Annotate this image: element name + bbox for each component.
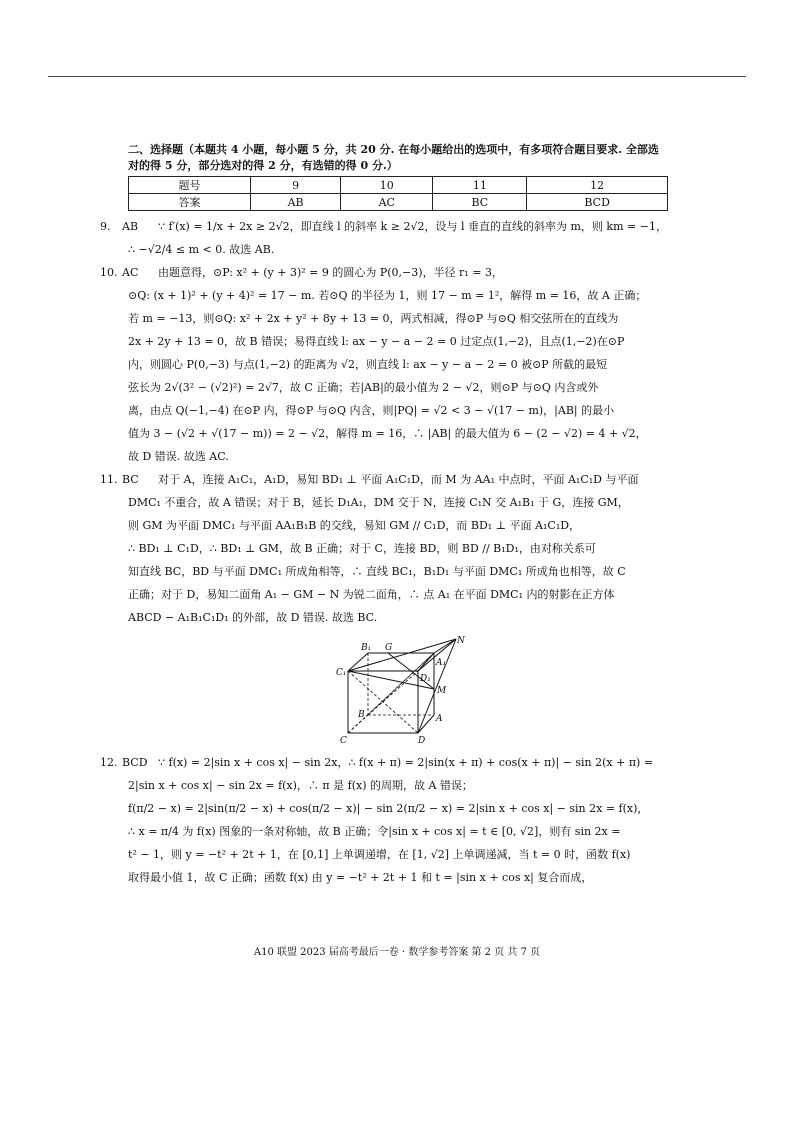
label-C: C [340, 736, 347, 746]
question-answer: BC [122, 473, 139, 486]
q10-line: 2x + 2y + 13 = 0，故 B 错误；易得直线 l: ax − y − a − 2 = 0 过定点(1,−2)，且点(1,−2)在⊙P [128, 335, 625, 348]
table-cell: 11 [433, 177, 527, 194]
label-M: M [437, 686, 447, 696]
table-row [129, 194, 668, 211]
q11-line: 则 GM 为平面 DMC₁ 与平面 AA₁B₁B 的交线，易知 GM // C₁D，而 BD₁ ⊥ 平面 A₁C₁D， [128, 519, 581, 532]
q12-line: ∴ x = π/4 为 f(x) 图象的一条对称轴，故 B 正确；令|sin x + cos x| = t ∈ [0, √2]，则有 sin 2x = [128, 825, 621, 838]
section-title: 二、选择题（本题共 4 小题，每小题 5 分，共 20 分. 在每小题给出的选项中，有多项符合题目要求. 全部选对的得 5 分，部分选对的得 2 分，有选错的得 0 分.） [128, 143, 659, 172]
label-D1: D₁ [420, 674, 431, 684]
label-B1: B₁ [361, 643, 372, 653]
label-C1: C₁ [336, 668, 347, 678]
solution-text: ∵ f(x) = 2|sin x + cos x| − sin 2x，∴ f(x + π) = 2|sin(x + π) + cos(x + π)| − sin 2(x + π) = [158, 756, 654, 769]
label-D: D [418, 736, 426, 746]
q12-line: f(π/2 − x) = 2|sin(π/2 − x) + cos(π/2 − x)| − sin 2(π/2 − x) = 2|sin x + cos x| − sin 2x = f(x)， [128, 802, 649, 815]
q10-line: 值为 3 − (√2 + √(17 − m)) = 2 − √2，解得 m = 16，∴ |AB| 的最大值为 6 − (2 − √2) = 4 + √2， [128, 427, 647, 440]
question-number: 10. [100, 266, 118, 279]
q12-line [100, 751, 668, 774]
q11-line: ∴ BD₁ ⊥ C₁D，∴ BD₁ ⊥ GM，故 B 正确；对于 C，连接 BD，则 BD // B₁D₁，由对称关系可 [128, 542, 596, 555]
q11-line: 正确；对于 D，易知二面角 A₁ − GM − N 为锐二面角，∴ 点 A₁ 在平面 DMC₁ 内的射影在正方体 [128, 588, 615, 601]
solution-text: ∴ −√2/4 ≤ m < 0. 故选 AB. [128, 243, 275, 256]
table-header-cell: 答案 [129, 194, 251, 211]
label-G: G [385, 643, 393, 653]
label-B: B [358, 710, 365, 720]
q10-line: 故 D 错误. 故选 AC. [128, 450, 229, 463]
label-A: A [436, 714, 443, 724]
table-cell: BC [433, 194, 527, 211]
question-number: 9. [100, 220, 111, 233]
q9-line [128, 238, 668, 261]
q12-line: t² − 1，则 y = −t² + 2t + 1，在 [0,1] 上单调递增，在 [1, √2] 上单调递减，当 t = 0 时，函数 f(x) [128, 848, 631, 861]
top-rule [48, 76, 746, 77]
q10-line [100, 261, 668, 284]
table-cell: AB [250, 194, 340, 211]
q9-line [100, 215, 668, 238]
question-answer: BCD [122, 756, 148, 769]
cube-edge [418, 715, 434, 733]
q10-line: 离，由点 Q(−1,−4) 在⊙P 内，得⊙P 与⊙Q 内含，则|PQ| = √2 < 3 − √(17 − m)，|AB| 的最小 [128, 404, 615, 417]
label-N: N [457, 636, 465, 646]
question-answer: AC [122, 266, 139, 279]
table-row [129, 177, 668, 194]
answer-table [128, 176, 668, 211]
q11-line: ABCD − A₁B₁C₁D₁ 的外部，故 D 错误. 故选 BC. [128, 611, 378, 624]
table-cell: BCD [527, 194, 668, 211]
q10-line: ⊙Q: (x + 1)² + (y + 4)² = 17 − m. 若⊙Q 的半径为 1，则 17 − m = 1²，解得 m = 16，故 A 正确； [128, 289, 647, 302]
solution-text: ∵ f′(x) = 1/x + 2x ≥ 2√2，即直线 l 的斜率 k ≥ 2√2，设与 l 垂直的直线的斜率为 m，则 km = −1， [158, 220, 667, 233]
label-A1: A₁ [436, 658, 447, 668]
q10-line: 内，则圆心 P(0,−3) 与点(1,−2) 的距离为 √2，则直线 l: ax − y − a − 2 = 0 被⊙P 所截的最短 [128, 358, 608, 371]
table-cell: 9 [250, 177, 340, 194]
answer-page [100, 142, 668, 889]
q12-line: 取得最小值 1，故 C 正确；函数 f(x) 由 y = −t² + 2t + 1 和 t = |sin x + cos x| 复合而成， [128, 871, 593, 884]
q10-line: 弦长为 2√(3² − (√2)²) = 2√7，故 C 正确；若|AB|的最小值为 2 − √2，则⊙P 与⊙Q 内含或外 [128, 381, 599, 394]
table-cell: 12 [527, 177, 668, 194]
question-number: 11. [100, 473, 118, 486]
q11-line [100, 468, 668, 491]
q10-line: 若 m = −13，则⊙Q: x² + 2x + y² + 8y + 13 = 0，两式相减，得⊙P 与⊙Q 相交弦所在的直线为 [128, 312, 619, 325]
table-cell: AC [341, 194, 433, 211]
solution-text: 由题意得，⊙P: x² + (y + 3)² = 9 的圆心为 P(0,−3)，半径 r₁ = 3， [158, 266, 503, 279]
q11-line: DMC₁ 不重合，故 A 错误；对于 B，延长 D₁A₁，DM 交于 N，连接 C₁N 交 A₁B₁ 于 G，连接 GM， [128, 496, 629, 509]
q12-line: 2|sin x + cos x| − sin 2x = f(x)，∴ π 是 f(x) 的周期，故 A 错误； [128, 779, 473, 792]
cube-figure [328, 635, 468, 747]
q11-line: 知直线 BC，BD 与平面 DMC₁ 所成角相等，∴ 直线 BC₁，B₁D₁ 与平面 DMC₁ 所成角也相等，故 C [128, 565, 626, 578]
question-number: 12. [100, 756, 118, 769]
table-cell: 10 [341, 177, 433, 194]
solution-text: 对于 A，连接 A₁C₁，A₁D，易知 BD₁ ⊥ 平面 A₁C₁D，而 M 为 AA₁ 中点时，平面 A₁C₁D 与平面 [158, 473, 639, 486]
page-footer: A10 联盟 2023 届高考最后一卷 · 数学参考答案 第 2 页 共 7 页 [253, 947, 541, 958]
table-header-cell: 题号 [129, 177, 251, 194]
question-answer: AB [122, 220, 139, 233]
hidden-edge [368, 671, 418, 715]
